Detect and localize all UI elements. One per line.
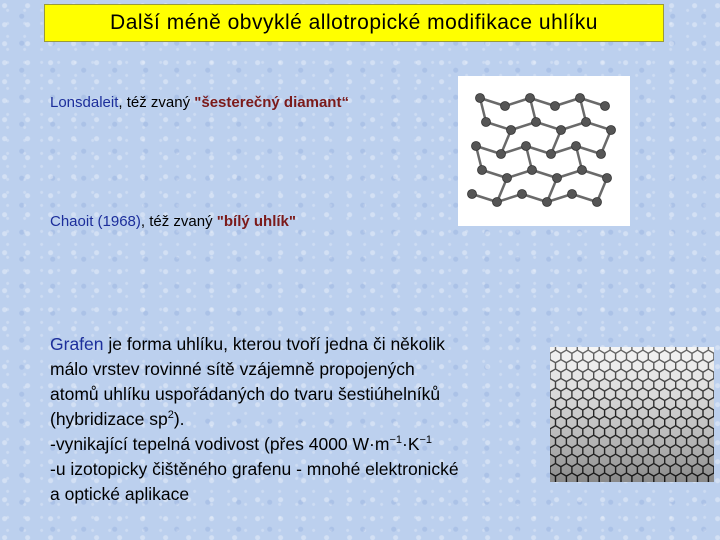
chaoit-sep: , též zvaný: [140, 213, 217, 230]
atom: [547, 150, 556, 159]
atom: [603, 174, 612, 183]
slide-title: [44, 4, 664, 42]
atom: [601, 102, 610, 111]
atom: [607, 126, 616, 135]
lonsdaleit-alias: "šesterečný diamant“: [194, 94, 349, 111]
atom: [572, 142, 581, 151]
slide-title-text: Další méně obvyklé allotropické modifikace uhlíku: [110, 11, 598, 34]
grafen-line3: atomů uhlíku uspořádaných do tvaru šestiúhelníků: [50, 384, 441, 404]
atom: [532, 118, 541, 127]
atom: [522, 142, 531, 151]
atom: [553, 174, 562, 183]
atom: [493, 198, 502, 207]
atom: [472, 142, 481, 151]
atom: [597, 150, 606, 159]
atom: [501, 102, 510, 111]
lonsdaleit-name: Lonsdaleit: [50, 94, 119, 111]
grafen-line7: a optické aplikace: [50, 484, 190, 504]
chaoit-alias: "bílý uhlík": [216, 213, 296, 230]
atom: [543, 198, 552, 207]
atom: [503, 174, 512, 183]
atom: [528, 166, 537, 175]
atom: [468, 190, 477, 199]
atom: [518, 190, 527, 199]
grafen-name: Grafen: [50, 334, 104, 354]
atom: [482, 118, 491, 127]
graphene-lattice-image: [550, 347, 714, 482]
atom: [576, 94, 585, 103]
hybridization-pre: (hybridizace sp: [50, 409, 168, 429]
lonsdaleite-structure-svg: [458, 76, 630, 226]
atom: [497, 150, 506, 159]
hybridization-sup: 2: [167, 409, 174, 422]
lonsdaleite-structure-image: [458, 76, 630, 226]
atom: [526, 94, 535, 103]
conductivity-exp1: −1: [389, 434, 402, 447]
atom: [568, 190, 577, 199]
lonsdaleit-line: [50, 94, 349, 111]
atom: [582, 118, 591, 127]
atom: [507, 126, 516, 135]
conductivity-mid: ·K: [402, 434, 420, 454]
grafen-line6: -u izotopicky čištěného grafenu - mnohé elektronické: [50, 459, 459, 479]
atom: [593, 198, 602, 207]
grafen-paragraph: [50, 332, 530, 507]
chaoit-name: Chaoit (1968): [50, 213, 141, 230]
grafen-lead: je forma uhlíku, kterou tvoří jedna či několik: [103, 334, 445, 354]
atom: [578, 166, 587, 175]
atom: [551, 102, 560, 111]
lonsdaleit-sep: , též zvaný: [118, 94, 195, 111]
grafen-line2: málo vrstev rovinné sítě vzájemně propojených: [50, 359, 415, 379]
chaoit-line: [50, 213, 296, 230]
conductivity-exp2: −1: [419, 434, 433, 447]
atom: [476, 94, 485, 103]
hybridization-post: ).: [173, 409, 185, 429]
atom: [557, 126, 566, 135]
graphene-lattice-svg: [550, 347, 714, 482]
conductivity-pre: -vynikající tepelná vodivost (přes 4000 W·m: [50, 434, 390, 454]
atom: [478, 166, 487, 175]
